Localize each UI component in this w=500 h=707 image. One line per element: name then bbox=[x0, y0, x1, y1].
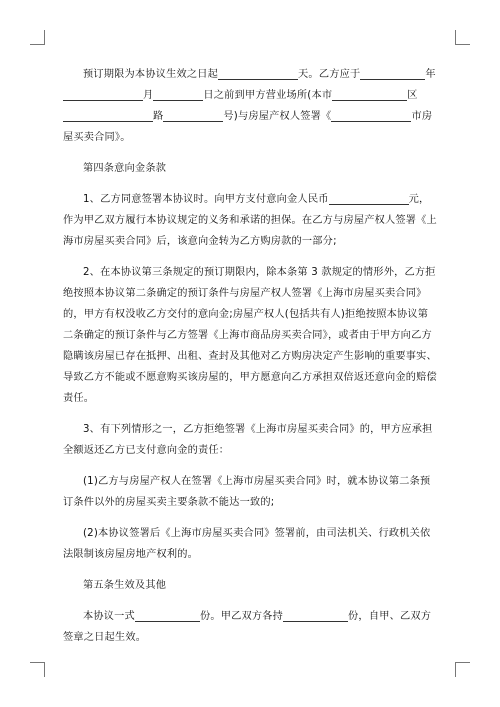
blank-city[interactable] bbox=[331, 108, 411, 122]
text: 月 bbox=[143, 90, 154, 101]
text: 年 bbox=[425, 69, 436, 80]
blank-year[interactable] bbox=[360, 66, 425, 80]
text: 预订期限为本协议生效之日起 bbox=[83, 69, 219, 80]
sub-clause-2: (2)本协议签署后《上海市房屋买卖合同》签署前，由司法机关、行政机关依法限制该房屋房地产权利的。 bbox=[63, 528, 431, 560]
clause-2: 2、在本协议第三条规定的预订期限内，除本条第 3 款规定的情形外，乙方拒绝按照本协议第二条确定的预订条件与房屋产权人签署《上海市房屋买卖合同》的，甲方有权没收乙方交付的意向金;房屋产权人(包括共有人)拒绝按照本协议第二条确定的预订条件与乙方签署《上海市商品房买卖合同》，或者由于甲方向乙方隐瞒该房屋已存在抵押、出租、查封及其他对乙方购房决定产生影响的重要事实、导致乙方不能或不愿意购买该房屋的，甲方愿意向乙方承担双倍返还意向金的赔偿责任。 bbox=[63, 267, 437, 404]
final-clause bbox=[63, 606, 437, 648]
heading-article-4: 第四条意向金条款 bbox=[83, 163, 167, 174]
blank-day[interactable] bbox=[153, 87, 203, 101]
blank-road[interactable] bbox=[83, 108, 153, 122]
text: 市房屋买卖合同》。 bbox=[63, 111, 433, 143]
clause-1 bbox=[63, 189, 437, 252]
blank-number[interactable] bbox=[163, 108, 223, 122]
text: 区 bbox=[407, 90, 418, 101]
text: 号)与房屋产权人签署《 bbox=[223, 111, 332, 122]
crop-mark-top-left bbox=[30, 30, 45, 45]
text: 份。甲乙双方各持 bbox=[199, 611, 284, 622]
blank-copies-each[interactable] bbox=[283, 608, 348, 622]
text: 份，自甲、乙双方签章之日起生效。 bbox=[63, 611, 432, 643]
document-body bbox=[63, 64, 437, 658]
text: 本协议一式 bbox=[83, 611, 135, 622]
text: 1、乙方同意签署本协议时。向甲方支付意向金人民币 bbox=[83, 194, 329, 205]
blank-line-end-2[interactable] bbox=[63, 108, 83, 122]
blank-copies[interactable] bbox=[135, 608, 200, 622]
paragraph-booking-period bbox=[63, 64, 437, 148]
blank-deposit-amount[interactable] bbox=[329, 191, 409, 205]
text: 元，作为甲乙双方履行本协议规定的义务和承诺的担保。在乙方与房屋产权人签署《上海市房屋买卖合同》后，该意向金转为乙方购房款的一部分; bbox=[63, 194, 437, 247]
crop-mark-bottom-left bbox=[30, 662, 45, 677]
blank-district[interactable] bbox=[332, 87, 407, 101]
text: 日之前到甲方营业场所(本市 bbox=[203, 90, 333, 101]
clause-3: 3、有下列情形之一，乙方拒绝签署《上海市房屋买卖合同》的，甲方应承担全额返还乙方已支付意向金的责任： bbox=[63, 424, 433, 456]
crop-mark-bottom-right bbox=[455, 662, 470, 677]
blank-days[interactable] bbox=[218, 66, 298, 80]
heading-article-5: 第五条生效及其他 bbox=[83, 580, 167, 591]
text: 路 bbox=[153, 111, 164, 122]
sub-clause-1: (1)乙方与房屋产权人在签署《上海市房屋买卖合同》时，就本协议第二条预订条件以外的房屋买卖主要条款不能达一致的; bbox=[63, 476, 431, 508]
blank-month[interactable] bbox=[73, 87, 143, 101]
blank-line-end[interactable] bbox=[63, 87, 73, 101]
crop-mark-top-right bbox=[455, 30, 470, 45]
text: 天。乙方应于 bbox=[298, 69, 361, 80]
